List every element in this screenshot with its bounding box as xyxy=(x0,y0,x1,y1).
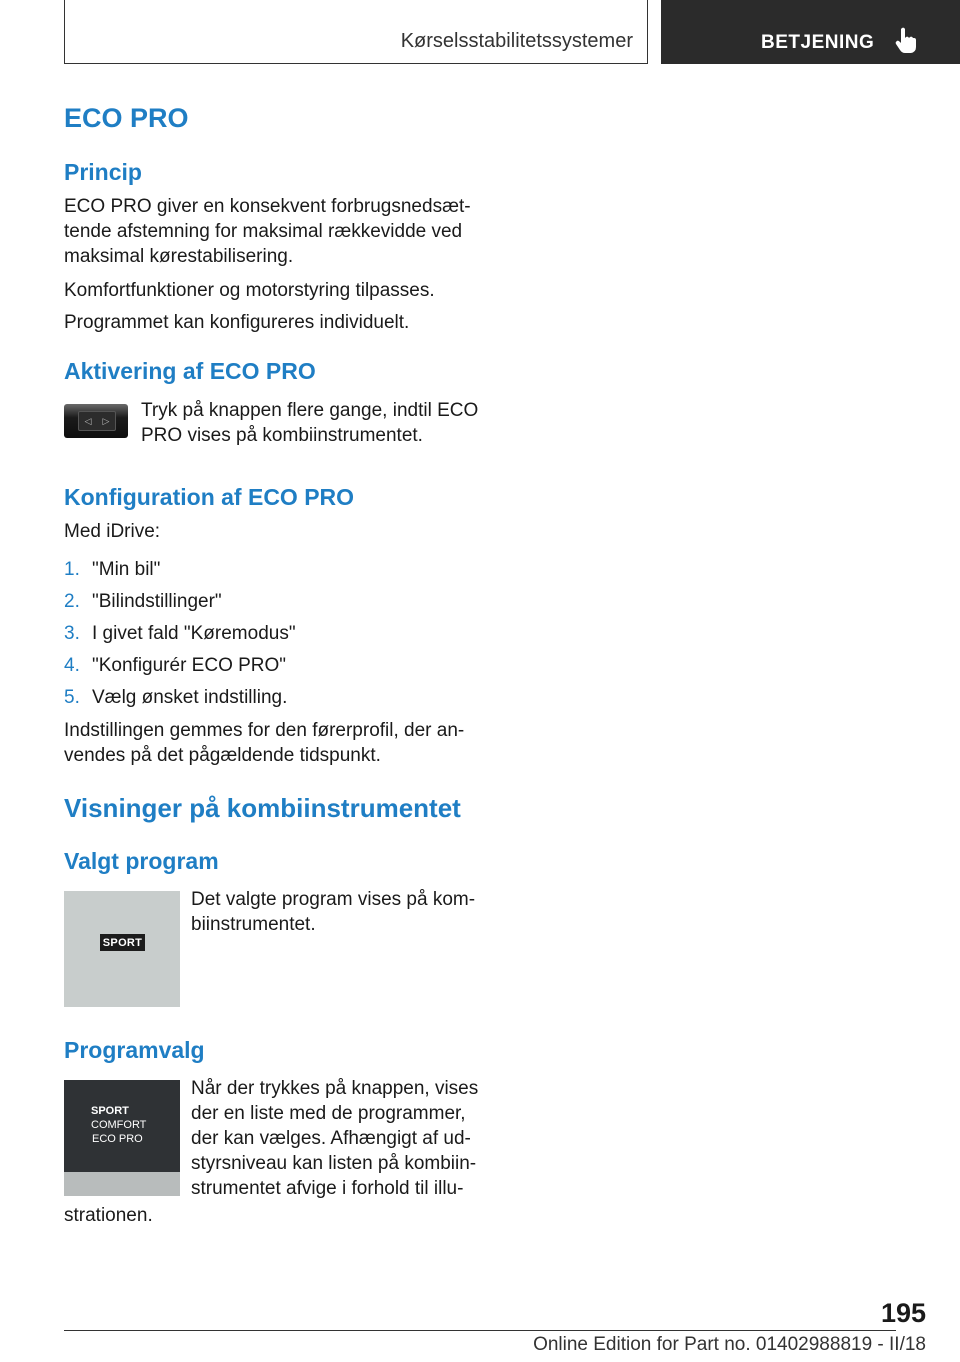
list-item xyxy=(64,685,287,710)
programvalg-line-5: strumentet afvige i forhold til illu- xyxy=(191,1178,464,1199)
footer-edition: Online Edition for Part no. 01402988819 - II/18 xyxy=(533,1334,926,1355)
konfiguration-note-line-2: vendes på det pågældende tidspunkt. xyxy=(64,745,381,766)
heading-konfiguration: Konfiguration af ECO PRO xyxy=(64,484,355,510)
footer-divider xyxy=(64,1330,896,1331)
step-number: 5. xyxy=(64,687,80,708)
chapter-title: BETJENING xyxy=(761,32,875,53)
heading-aktivering: Aktivering af ECO PRO xyxy=(64,358,316,384)
heading-programvalg: Programvalg xyxy=(64,1037,205,1063)
princip-line-1: ECO PRO giver en konsekvent forbrugsnedsæt- xyxy=(64,196,471,217)
princip-line-3: maksimal kørestabilisering. xyxy=(64,246,294,267)
step-number: 3. xyxy=(64,623,80,644)
valgt-line-1: Det valgte program vises på kom- xyxy=(191,889,476,910)
list-item xyxy=(64,621,296,646)
step-text: Vælg ønsket indstilling. xyxy=(92,687,288,708)
step-text: I givet fald "Køremodus" xyxy=(92,623,296,644)
princip-paragraph-3: Programmet kan konfigureres individuelt. xyxy=(64,312,410,333)
step-number: 4. xyxy=(64,655,80,676)
programvalg-line-3: der kan vælges. Afhængigt af ud- xyxy=(191,1128,471,1149)
right-arrow-icon: ▷ xyxy=(102,415,110,426)
drive-mode-button-image xyxy=(64,404,128,438)
programvalg-line-2: der en liste med de programmer, xyxy=(191,1103,466,1124)
step-text: "Min bil" xyxy=(92,559,161,580)
heading-princip: Princip xyxy=(64,159,142,185)
aktivering-line-1: Tryk på knappen flere gange, indtil ECO xyxy=(141,400,479,421)
pointing-hand-icon xyxy=(894,26,918,54)
programvalg-line-6: strationen. xyxy=(64,1205,153,1226)
section-title: Kørselsstabilitetssystemer xyxy=(400,30,633,52)
programvalg-line-4: styrsniveau kan listen på kombiin- xyxy=(191,1153,477,1174)
program-option: ECO PRO xyxy=(92,1133,143,1145)
aktivering-line-2: PRO vises på kombiinstrumentet. xyxy=(141,425,423,446)
sport-display-image xyxy=(64,891,180,1007)
running-header-chapter xyxy=(661,0,960,64)
step-number: 1. xyxy=(64,559,80,580)
heading-valgt-program: Valgt program xyxy=(64,848,219,874)
program-list-display-image xyxy=(64,1080,180,1196)
left-arrow-icon: ◁ xyxy=(84,415,92,426)
valgt-line-2: biinstrumentet. xyxy=(191,914,316,935)
sport-badge: SPORT xyxy=(100,934,145,951)
list-item xyxy=(64,589,222,614)
konfiguration-note-line-1: Indstillingen gemmes for den førerprofil, der an- xyxy=(64,720,465,741)
princip-line-2: tende afstemning for maksimal rækkevidde ved xyxy=(64,221,463,242)
page-number: 195 xyxy=(880,1298,926,1328)
button-arrows xyxy=(78,411,116,431)
step-text: "Bilindstillinger" xyxy=(92,591,222,612)
list-item xyxy=(64,557,160,582)
princip-paragraph-2: Komfortfunktioner og motorstyring tilpasses. xyxy=(64,280,435,301)
display-bottom-bar xyxy=(64,1172,180,1196)
running-header-section xyxy=(64,0,648,64)
step-text: "Konfigurér ECO PRO" xyxy=(92,655,287,676)
step-number: 2. xyxy=(64,591,80,612)
list-item xyxy=(64,653,286,678)
konfiguration-intro: Med iDrive: xyxy=(64,521,161,542)
program-option: SPORT xyxy=(91,1105,129,1117)
page-title: ECO PRO xyxy=(64,103,189,133)
program-option: COMFORT xyxy=(91,1119,147,1131)
programvalg-line-1: Når der trykkes på knappen, vises xyxy=(191,1078,479,1099)
heading-visninger: Visninger på kombiinstrumentet xyxy=(64,793,461,823)
